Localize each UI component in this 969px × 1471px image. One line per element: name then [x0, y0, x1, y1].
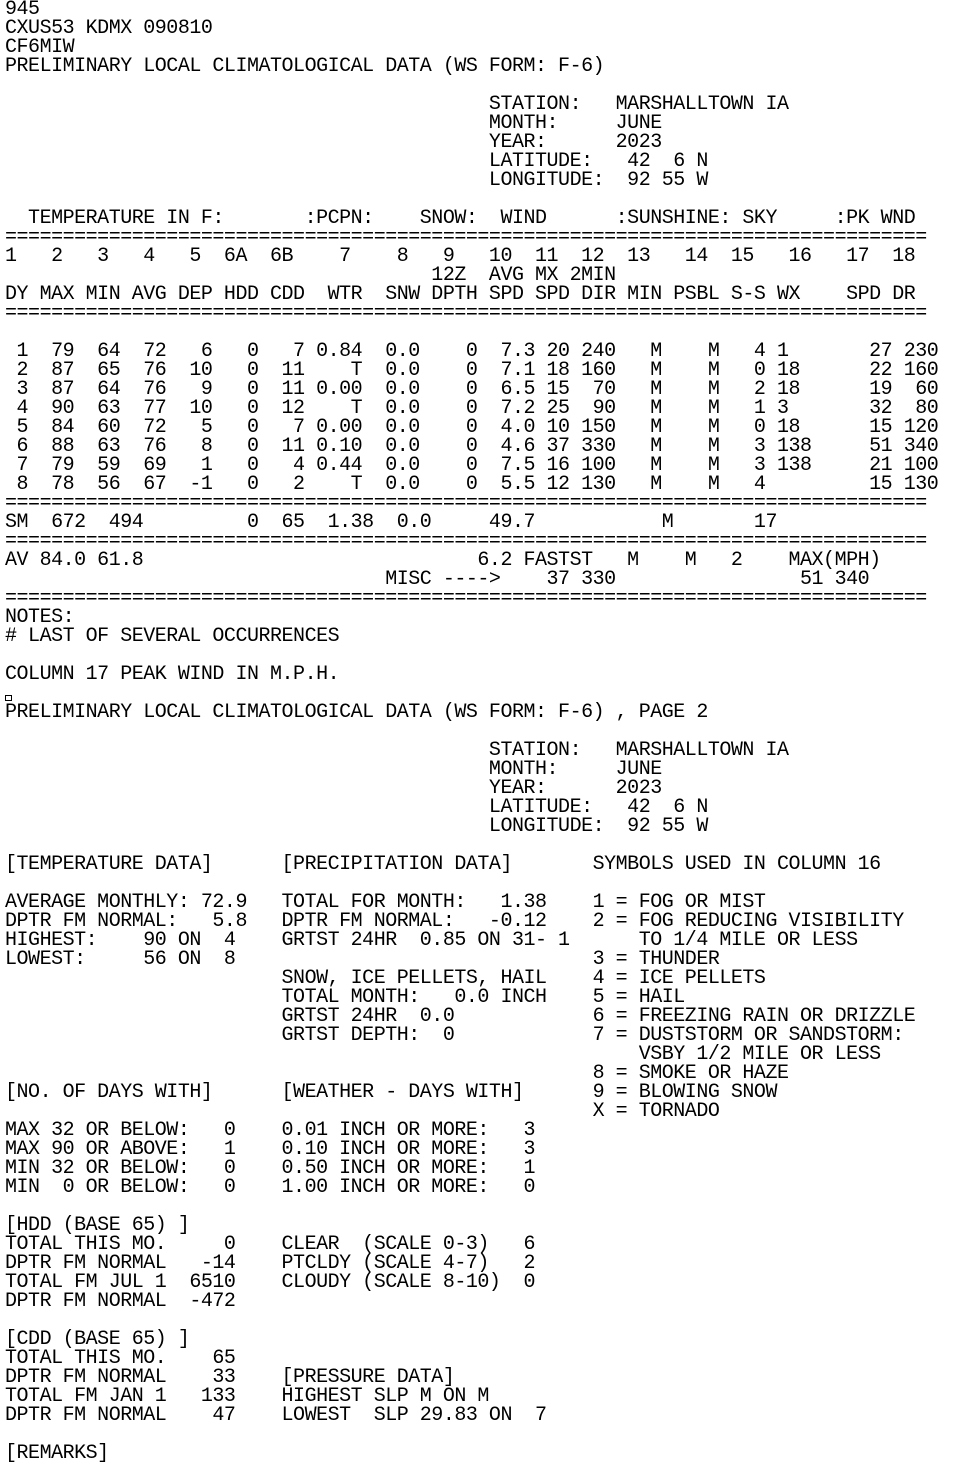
report-line: ================================================================================ [5, 492, 927, 515]
report-line: 4 90 63 77 10 0 12 T 0.0 0 7.2 25 90 M M 1 3 32 80 [5, 397, 939, 420]
report-line: LATITUDE: 42 6 N [5, 150, 708, 173]
report-line: TEMPERATURE IN F: :PCPN: SNOW: WIND :SUNSHINE: SKY :PK WND [5, 207, 916, 230]
report-line: 12Z AVG MX 2MIN [5, 264, 616, 287]
report-line: AV 84.0 61.8 6.2 FASTST M M 2 MAX(MPH) [5, 549, 881, 572]
report-line: MAX 90 OR ABOVE: 1 0.10 INCH OR MORE: 3 [5, 1138, 536, 1161]
report-line: TOTAL FM JAN 1 133 HIGHEST SLP M ON M [5, 1385, 489, 1408]
report-line: [HDD (BASE 65) ] [5, 1214, 190, 1237]
report-line: DPTR FM NORMAL: 5.8 DPTR FM NORMAL: -0.12 2 = FOG REDUCING VISIBILITY [5, 910, 904, 933]
report-line: CXUS53 KDMX 090810 [5, 17, 213, 40]
report-line: TOTAL THIS MO. 0 CLEAR (SCALE 0-3) 6 [5, 1233, 536, 1256]
report-line: TOTAL MONTH: 0.0 INCH 5 = HAIL [5, 986, 685, 1009]
report-line: PRELIMINARY LOCAL CLIMATOLOGICAL DATA (WS FORM: F-6) [5, 55, 605, 78]
report-line: 2 87 65 76 10 0 11 T 0.0 0 7.1 18 160 M M 0 18 22 160 [5, 359, 939, 382]
report-line: MAX 32 OR BELOW: 0 0.01 INCH OR MORE: 3 [5, 1119, 536, 1142]
report-line: MIN 0 OR BELOW: 0 1.00 INCH OR MORE: 0 [5, 1176, 536, 1199]
report-line: STATION: MARSHALLTOWN IA [5, 739, 789, 762]
report-line: GRTST DEPTH: 0 7 = DUSTSTORM OR SANDSTORM: [5, 1024, 904, 1047]
report-line: 8 = SMOKE OR HAZE [5, 1062, 789, 1085]
report-line: SM 672 494 0 65 1.38 0.0 49.7 M 17 [5, 511, 777, 534]
report-line: 8 78 56 67 -1 0 2 T 0.0 0 5.5 12 130 M M 4 15 130 [5, 473, 939, 496]
report-line: MONTH: JUNE [5, 758, 662, 781]
report-line: 1 2 3 4 5 6A 6B 7 8 9 10 11 12 13 14 15 16 17 18 [5, 245, 916, 268]
report-line: SNOW, ICE PELLETS, HAIL 4 = ICE PELLETS [5, 967, 766, 990]
report-line: ================================================================================ [5, 530, 927, 553]
report-line: CF6MIW [5, 36, 75, 59]
report-line: ================================================================================ [5, 587, 927, 610]
report-line: DPTR FM NORMAL -14 PTCLDY (SCALE 4-7) 2 [5, 1252, 536, 1275]
report-line: LONGITUDE: 92 55 W [5, 815, 708, 838]
report-line: X = TORNADO [5, 1100, 720, 1123]
report-line: 945 [5, 0, 40, 21]
report-line: YEAR: 2023 [5, 777, 662, 800]
report-line: LATITUDE: 42 6 N [5, 796, 708, 819]
report-line: TOTAL THIS MO. 65 [5, 1347, 236, 1370]
report-line: DPTR FM NORMAL -472 [5, 1290, 236, 1313]
report-line: [NO. OF DAYS WITH] [WEATHER - DAYS WITH] 9 = BLOWING SNOW [5, 1081, 777, 1104]
report-line: NOTES: [5, 606, 75, 629]
report-line: YEAR: 2023 [5, 131, 662, 154]
report-line: DY MAX MIN AVG DEP HDD CDD WTR SNW DPTH SPD SPD DIR MIN PSBL S-S WX SPD DR [5, 283, 916, 306]
report-line: ================================================================================ [5, 226, 927, 249]
report-line: [REMARKS] [5, 1442, 109, 1465]
report-line: [CDD (BASE 65) ] [5, 1328, 190, 1351]
report-line: DPTR FM NORMAL 47 LOWEST SLP 29.83 ON 7 [5, 1404, 547, 1427]
report-line: LOWEST: 56 ON 8 3 = THUNDER [5, 948, 720, 971]
report-line: DPTR FM NORMAL 33 [PRESSURE DATA] [5, 1366, 455, 1389]
report-line: LONGITUDE: 92 55 W [5, 169, 708, 192]
report-line: 3 87 64 76 9 0 11 0.00 0.0 0 6.5 15 70 M M 2 18 19 60 [5, 378, 939, 401]
report-line: VSBY 1/2 MILE OR LESS [5, 1043, 881, 1066]
report-line: 1 79 64 72 6 0 7 0.84 0.0 0 7.3 20 240 M M 4 1 27 230 [5, 340, 939, 363]
report-line: COLUMN 17 PEAK WIND IN M.P.H. [5, 663, 340, 686]
report-line: ================================================================================ [5, 302, 927, 325]
report-line: GRTST 24HR 0.0 6 = FREEZING RAIN OR DRIZZLE [5, 1005, 916, 1028]
report-line: 7 79 59 69 1 0 4 0.44 0.0 0 7.5 16 100 M M 3 138 21 100 [5, 454, 939, 477]
report-line: [TEMPERATURE DATA] [PRECIPITATION DATA] SYMBOLS USED IN COLUMN 16 [5, 853, 881, 876]
report-line: # LAST OF SEVERAL OCCURRENCES [5, 625, 340, 648]
report-line: HIGHEST: 90 ON 4 GRTST 24HR 0.85 ON 31- 1 TO 1/4 MILE OR LESS [5, 929, 858, 952]
report-line: MIN 32 OR BELOW: 0 0.50 INCH OR MORE: 1 [5, 1157, 536, 1180]
report-line: 6 88 63 76 8 0 11 0.10 0.0 0 4.6 37 330 M M 3 138 51 340 [5, 435, 939, 458]
report-line: MONTH: JUNE [5, 112, 662, 135]
report-line: 5 84 60 72 5 0 7 0.00 0.0 0 4.0 10 150 M M 0 18 15 120 [5, 416, 939, 439]
report-line: TOTAL FM JUL 1 6510 CLOUDY (SCALE 8-10) 0 [5, 1271, 536, 1294]
report-line [5, 1425, 969, 1444]
report-line: AVERAGE MONTHLY: 72.9 TOTAL FOR MONTH: 1.38 1 = FOG OR MIST [5, 891, 766, 914]
report-line: MISC ----> 37 330 51 340 [5, 568, 870, 591]
report-line: PRELIMINARY LOCAL CLIMATOLOGICAL DATA (WS FORM: F-6) , PAGE 2 [5, 701, 708, 724]
report-line: STATION: MARSHALLTOWN IA [5, 93, 789, 116]
